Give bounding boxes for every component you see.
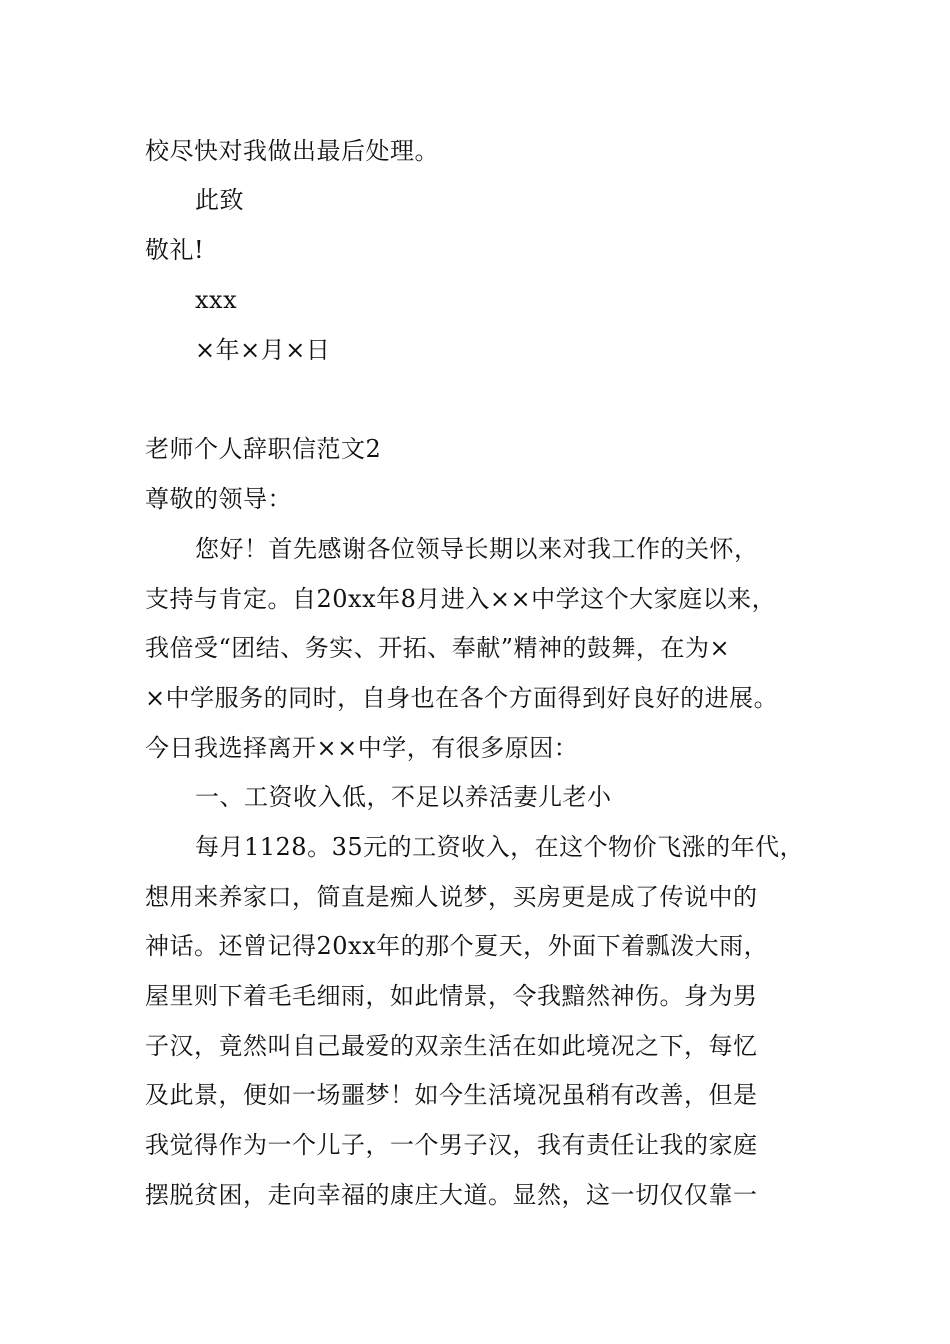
signature: xxx <box>195 286 238 314</box>
body-line: 每月1128。35元的工资收入，在这个物价飞涨的年代， <box>195 833 805 861</box>
article-title: 老师个人辞职信范文2 <box>145 435 382 463</box>
body-line: 及此景，便如一场噩梦！如今生活境况虽稍有改善，但是 <box>145 1081 758 1109</box>
body-line: 您好！首先感谢各位领导长期以来对我工作的关怀， <box>195 535 759 563</box>
greeting: 尊敬的领导： <box>145 485 292 513</box>
body-line: 今日我选择离开××中学，有很多原因： <box>145 734 579 762</box>
closing-salutation-2: 敬礼! <box>145 236 205 264</box>
body-line: 我倍受“团结、务实、开拓、奉献”精神的鼓舞，在为× <box>145 634 731 662</box>
body-line: 摆脱贫困，走向幸福的康庄大道。显然，这一切仅仅靠一 <box>145 1181 758 1209</box>
body-line: 子汉，竟然叫自己最爱的双亲生活在如此境况之下，每忆 <box>145 1032 758 1060</box>
body-line: 支持与肯定。自20xx年8月进入××中学这个大家庭以来， <box>145 585 777 613</box>
date-line: ×年×月×日 <box>195 336 331 364</box>
body-line: 屋里则下着毛毛细雨，如此情景，令我黯然神伤。身为男 <box>145 982 758 1010</box>
closing-continuation: 校尽快对我做出最后处理。 <box>145 137 439 165</box>
body-line: ×中学服务的同时，自身也在各个方面得到好良好的进展。 <box>145 684 779 712</box>
body-line: 想用来养家口，简直是痴人说梦，买房更是成了传说中的 <box>145 883 758 911</box>
closing-salutation-1: 此致 <box>195 186 244 214</box>
section-heading: 一、工资收入低，不足以养活妻儿老小 <box>195 783 612 811</box>
body-line: 我觉得作为一个儿子，一个男子汉，我有责任让我的家庭 <box>145 1131 758 1159</box>
body-line: 神话。还曾记得20xx年的那个夏天，外面下着瓢泼大雨， <box>145 932 769 960</box>
